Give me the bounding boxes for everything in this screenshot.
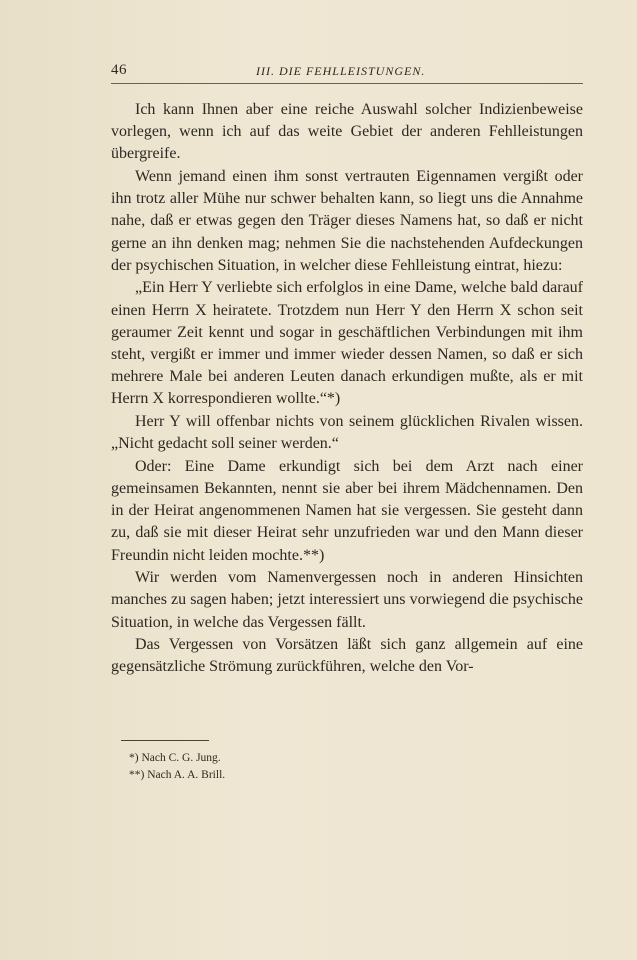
footnote-rule: [121, 740, 209, 741]
footnotes: [129, 750, 429, 784]
running-head: III. DIE FEHLLEISTUNGEN.: [256, 64, 426, 78]
paragraph: Herr Y will offenbar nichts von seinem glücklichen Rivalen wissen. „Nicht gedacht soll seiner werden.“: [111, 413, 583, 453]
paragraph: Oder: Eine Dame erkundigt sich bei dem Arzt nach einer gemeinsamen Bekannten, nennt sie aber bei ihrem Mädchennamen. Den in der Heirat angenommenen Namen hat sie vergessen. Sie gesteht dann zu, daß sie mit dieser Heirat sehr unzufrieden war und den Mann dieser Freundin nicht leiden mochte.**): [111, 457, 583, 564]
paragraph: Ich kann Ihnen aber eine reiche Auswahl solcher Indizienbeweise vorlegen, wenn ich auf das weite Gebiet der anderen Fehlleistungen übergreife.: [111, 101, 583, 163]
paragraph: „Ein Herr Y verliebte sich erfolglos in eine Dame, welche bald darauf einen Herrn X heiratete. Trotzdem nun Herr Y den Herrn X schon seit geraumer Zeit kennt und sogar in geschäftlichen Verbindungen mit ihm steht, vergißt er immer und immer wieder dessen Namen, so daß er sich mehrere Male bei anderen Leuten danach erkundigen mußte, als er mit Herrn X korrespondieren wollte.“*): [111, 279, 583, 408]
paragraph: Das Vergessen von Vorsätzen läßt sich ganz allgemein auf eine gegensätzliche Strömung zurückführen, welche den Vor-: [111, 636, 583, 676]
page-header: [111, 62, 583, 82]
footnote: *) Nach C. G. Jung.: [129, 752, 221, 764]
paragraph: Wenn jemand einen ihm sonst vertrauten Eigennamen vergißt oder ihn trotz aller Mühe nur schwer behalten kann, so liegt uns die Annahme nahe, daß er etwas gegen den Träger dieses Namens hat, so daß er nicht gerne an ihn denken mag; nehmen Sie die nachstehenden Aufdeckungen der psychischen Situation, in welcher diese Fehlleistung eintrat, hiezu:: [111, 168, 583, 274]
paragraph: Wir werden vom Namenvergessen noch in anderen Hinsichten manches zu sagen haben; jetzt interessiert uns vorwiegend die psychische Situation, in welche das Vergessen fällt.: [111, 569, 583, 631]
header-rule: [111, 83, 583, 84]
page-number: 46: [111, 62, 127, 78]
footnote: **) Nach A. A. Brill.: [129, 769, 226, 781]
body-text: [111, 99, 583, 679]
